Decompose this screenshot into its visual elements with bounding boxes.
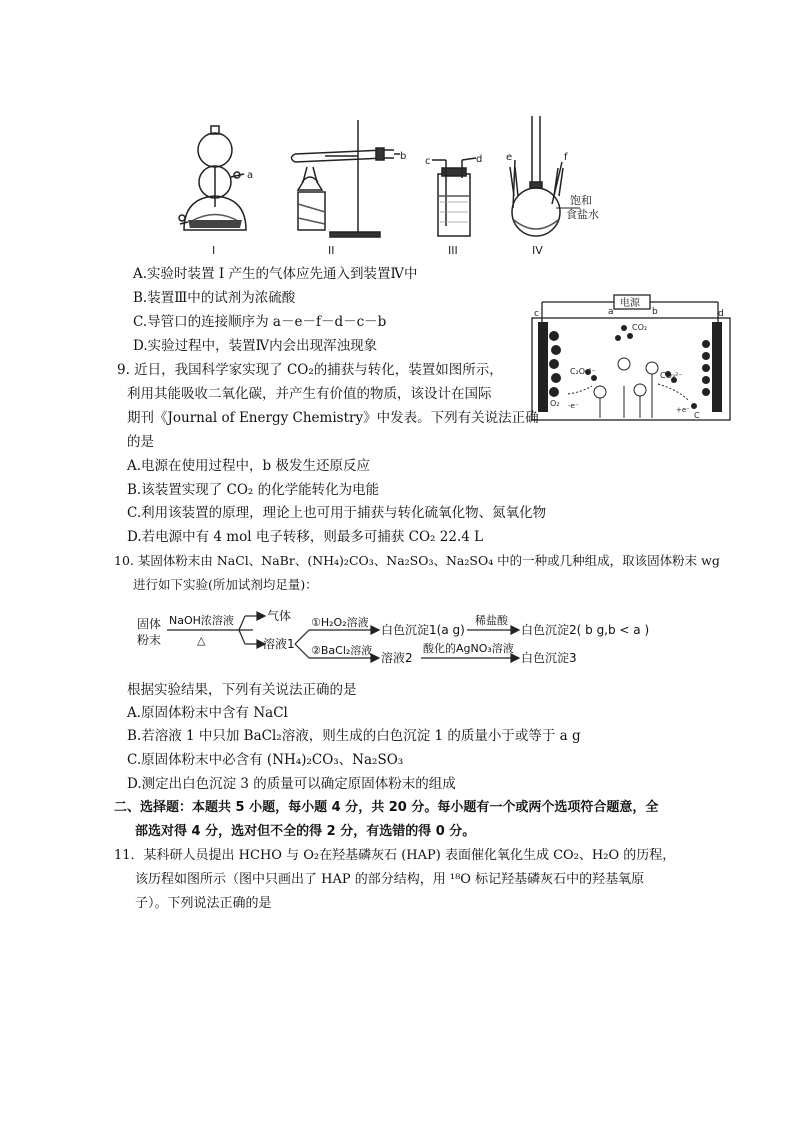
q9-c2o5-label: C₂O₅²⁻ (570, 367, 596, 376)
q9-power-label: 电源 (620, 298, 640, 309)
flow-solution-2: 溶液2 (381, 651, 413, 665)
flow-gas: 气体 (267, 609, 292, 623)
q9-stem-line3: 期刊《Journal of Energy Chemistry》中发表。下列有关说法正确 (127, 410, 539, 426)
port-e: e (506, 152, 513, 163)
flow-solid-2: 粉末 (137, 633, 162, 647)
q9-electrolysis-figure (528, 294, 734, 424)
apparatus-iii (432, 158, 476, 236)
q11-stem-line3: 子）。下列说法正确的是 (135, 896, 272, 911)
q9-electron-right: +e⁻ (676, 406, 690, 414)
q10-flowchart (135, 600, 655, 668)
flow-hcl: 稀盐酸 (475, 614, 508, 627)
q9-electrode-c: c (534, 309, 539, 319)
q10-option-a: A.原固体粉末中含有 NaCl (127, 705, 288, 721)
saltwater-label-1: 饱和 (570, 194, 592, 207)
apparatus-figure (170, 112, 620, 262)
q9-option-b: B.该装置实现了 CO₂ 的化学能转化为电能 (127, 482, 380, 498)
q10-option-b: B.若溶液 1 中只加 BaCl₂溶液，则生成的白色沉淀 1 的质量小于或等于 a g (127, 728, 581, 744)
q9-stem-line2: 利用其能吸收二氧化碳，并产生有价值的物质，该设计在国际 (127, 386, 492, 402)
flow-solution-1: 溶液1 (263, 637, 295, 651)
flow-agno3: 酸化的AgNO₃溶液 (423, 642, 514, 655)
flow-precipitate-1: 白色沉淀1(a g) (381, 623, 465, 637)
section2-heading-line2: 部选对得 4 分，选对但不全的得 2 分，有选错的得 0 分。 (135, 824, 476, 839)
q9-left-electrode (538, 322, 548, 412)
apparatus-label-ii: II (328, 244, 335, 257)
q9-pole-b: b (652, 307, 658, 317)
q10-option-c: C.原固体粉末中必含有 (NH₄)₂CO₃、Na₂SO₃ (127, 752, 404, 768)
q9-option-a: A.电源在使用过程中，b 极发生还原反应 (127, 458, 370, 474)
q9-electrode-d: d (718, 309, 724, 319)
flow-delta: △ (197, 634, 206, 647)
port-c: c (425, 156, 431, 167)
flow-naoh: NaOH浓溶液 (169, 614, 234, 627)
section2-heading-line1: 二、选择题：本题共 5 小题，每小题 4 分，共 20 分。每小题有一个或两个选项符合题意，全 (114, 800, 659, 815)
port-a: a (247, 170, 254, 181)
port-f: f (564, 152, 568, 163)
q10-stem-line1: 10. 某固体粉末由 NaCl、NaBr、(NH₄)₂CO₃、Na₂SO₃、Na₂SO₄ 中的一种或几种组成，取该固体粉末 wg (114, 553, 720, 568)
port-d: d (476, 154, 483, 165)
saltwater-label-2: 食盐水 (566, 208, 599, 221)
apparatus-i (179, 126, 246, 230)
apparatus-label-i: I (212, 244, 216, 257)
q9-right-electrode (712, 322, 722, 412)
q9-option-c: C.利用该装置的原理，理论上也可用于捕获与转化硫氧化物、氮氧化物 (127, 505, 547, 521)
q11-stem-line2: 该历程如图所示（图中只画出了 HAP 的部分结构，用 ¹⁸O 标记羟基磷灰石中的羟基氧原 (135, 872, 645, 887)
q9-stem-line1: 9. 近日，我国科学家实现了 CO₂的捕获与转化，装置如图所示， (117, 362, 503, 378)
flow-precipitate-3: 白色沉淀3 (521, 651, 577, 665)
apparatus-ii (292, 120, 401, 237)
q9-electron-left: -e⁻ (568, 402, 579, 410)
q10-option-d: D.测定出白色沉淀 3 的质量可以确定原固体粉末的组成 (127, 776, 456, 792)
q9-co3-label: CO₃²⁻ (660, 371, 683, 380)
q9-o2-label: O₂ (550, 399, 560, 408)
q8-option-c: C.导管口的连接顺序为 a－e－f－d－c－b (133, 314, 387, 330)
flow-precipitate-2: 白色沉淀2( b g,b < a ) (521, 623, 650, 637)
q9-stem-line4: 的是 (127, 434, 154, 450)
q10-intro: 根据实验结果，下列有关说法正确的是 (127, 682, 357, 698)
q9-co2-label: CO₂ (632, 323, 648, 332)
apparatus-label-iii: III (448, 244, 458, 257)
q8-option-b: B.装置Ⅲ中的试剂为浓硫酸 (133, 290, 296, 306)
q11-stem-line1: 11．某科研人员提出 HCHO 与 O₂在羟基磷灰石 (HAP) 表面催化氧化生成 CO₂、H₂O 的历程， (114, 848, 676, 863)
q8-option-d: D.实验过程中，装置Ⅳ内会出现浑浊现象 (133, 338, 378, 354)
apparatus-label-iv: IV (532, 244, 543, 257)
q10-stem-line2: 进行如下实验(所加试剂均足量)： (133, 577, 318, 592)
q9-pole-a: a (608, 307, 614, 317)
flow-h2o2: ①H₂O₂溶液 (311, 616, 369, 629)
q9-carbon-label: C (694, 411, 700, 420)
q8-option-a: A.实验时装置 I 产生的气体应先通入到装置Ⅳ中 (133, 266, 418, 282)
port-b: b (400, 151, 407, 162)
flow-bacl2: ②BaCl₂溶液 (311, 644, 373, 657)
q9-option-d: D.若电源中有 4 mol 电子转移，则最多可捕获 CO₂ 22.4 L (127, 529, 484, 545)
flow-solid-1: 固体 (137, 617, 162, 631)
